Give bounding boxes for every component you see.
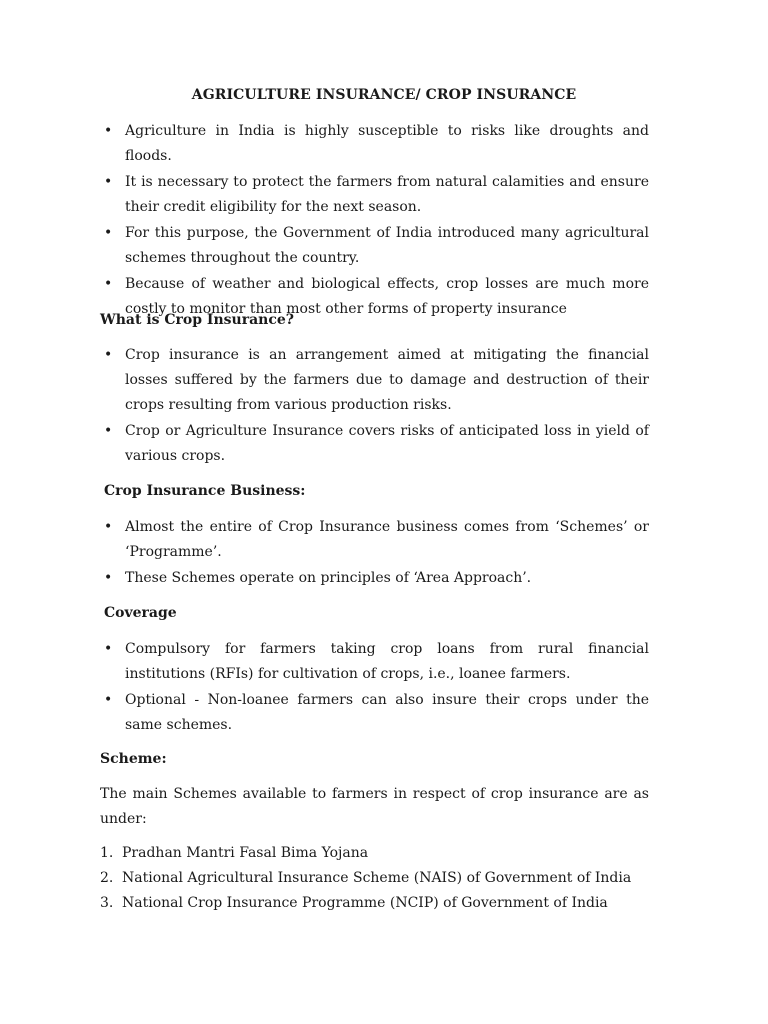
section-heading-coverage: Coverage [104, 605, 177, 621]
list-item: • Compulsory for farmers taking crop loans from rural financial institutions (RFIs) for cultivation of crops, i.e., loanee farmers. [100, 637, 649, 687]
list-item [100, 866, 660, 891]
list-number: 2. [100, 870, 114, 886]
list-item: • It is necessary to protect the farmers from natural calamities and ensure their credit eligibility for the next season. [100, 170, 649, 220]
list-item: • Optional - Non-loanee farmers can also insure their crops under the same schemes. [100, 688, 649, 738]
page-title: AGRICULTURE INSURANCE/ CROP INSURANCE [191, 87, 577, 103]
list-item-text: National Crop Insurance Programme (NCIP) of Government of India [122, 895, 608, 911]
list-item-text: Pradhan Mantri Fasal Bima Yojana [122, 845, 369, 861]
list-item: • Crop insurance is an arrangement aimed at mitigating the financial losses suffered by the farmers due to damage and destruction of their crops resulting from various production risks. [100, 343, 649, 418]
scheme-numbered-list [100, 841, 660, 916]
coverage-bullet-list [100, 637, 649, 739]
scheme-paragraph: The main Schemes available to farmers in respect of crop insurance are as under: [100, 786, 649, 827]
list-item [100, 891, 660, 916]
list-item: • For this purpose, the Government of India introduced many agricultural schemes throughout the country. [100, 221, 649, 271]
list-item: • Agriculture in India is highly susceptible to risks like droughts and floods. [100, 119, 649, 169]
intro-bullet-list [100, 119, 649, 323]
list-item: • These Schemes operate on principles of ‘Area Approach’. [100, 566, 649, 591]
what-is-bullet-list [100, 343, 649, 470]
list-number: 3. [100, 895, 114, 911]
list-number: 1. [100, 845, 114, 861]
business-bullet-list [100, 515, 649, 592]
section-heading-business: Crop Insurance Business: [104, 483, 306, 499]
list-item: • Because of weather and biological effects, crop losses are much more costly to monitor than most other forms of property insurance [100, 272, 649, 322]
list-item [100, 841, 660, 866]
list-item: • Almost the entire of Crop Insurance business comes from ‘Schemes’ or ‘Programme’. [100, 515, 649, 565]
list-item-text: National Agricultural Insurance Scheme (NAIS) of Government of India [122, 870, 632, 886]
section-heading-scheme: Scheme: [100, 751, 167, 767]
section-heading-what-is: What is Crop Insurance? [100, 312, 294, 328]
list-item: • Crop or Agriculture Insurance covers risks of anticipated loss in yield of various crops. [100, 419, 649, 469]
